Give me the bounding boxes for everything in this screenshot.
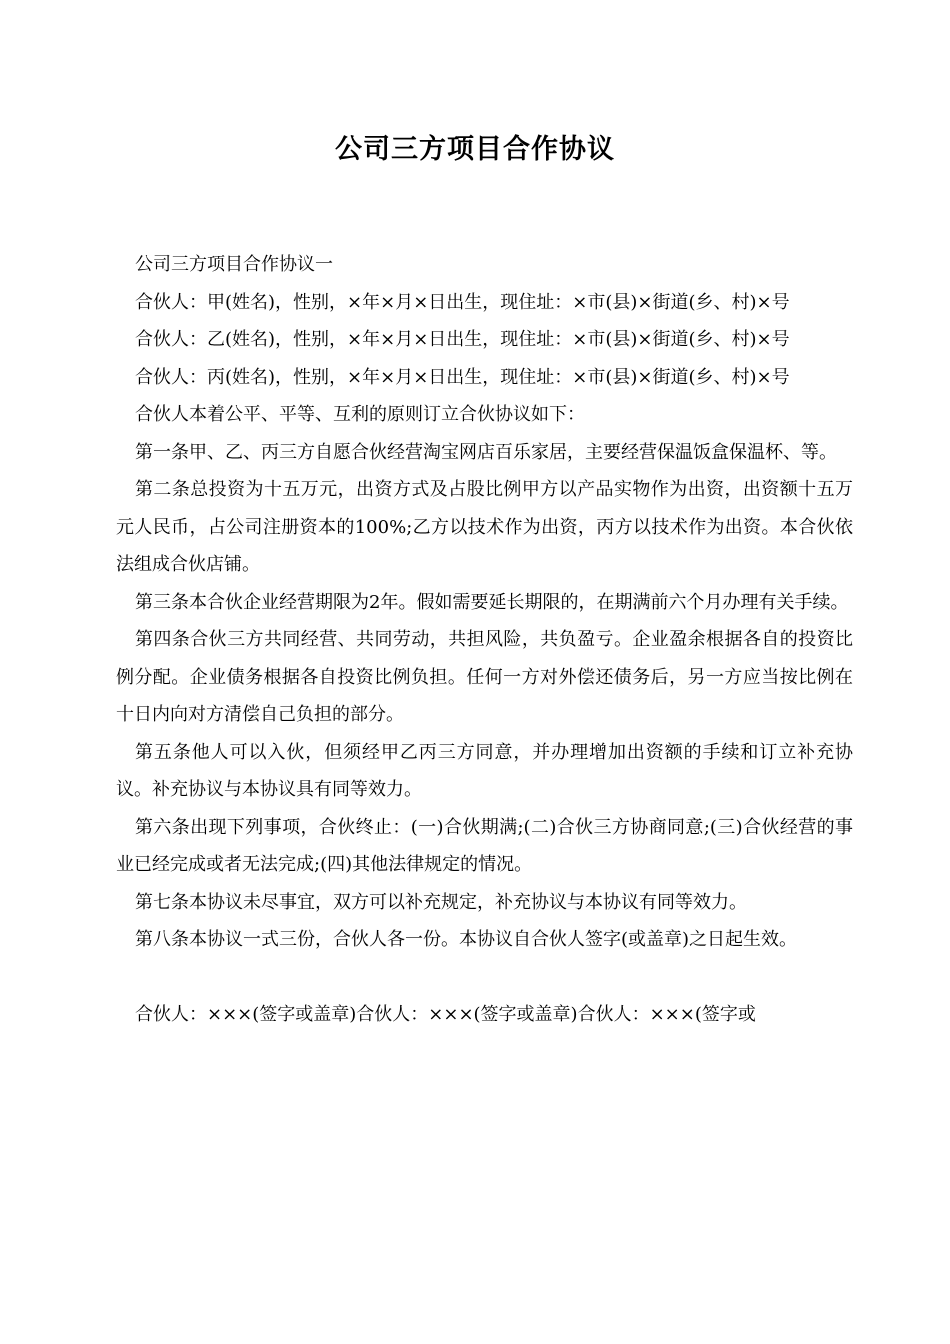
partner-c-paragraph: 合伙人：丙(姓名)，性别，×年×月×日出生，现住址：×市(县)×街道(乡、村)×号 — [135, 366, 790, 388]
article-3-paragraph: 第三条本合伙企业经营期限为2年。假如需要延长期限的，在期满前六个月办理有关手续。 — [135, 591, 849, 613]
preamble-paragraph: 合伙人本着公平、平等、互利的原则订立合伙协议如下： — [135, 404, 585, 425]
article-6-paragraph: 第六条出现下列事项，合伙终止：(一)合伙期满;(二)合伙三方协商同意;(三)合伙经营的事业已经完成或者无法完成;(四)其他法律规定的情况。 — [116, 816, 853, 875]
article-2-paragraph: 第二条总投资为十五万元，出资方式及占股比例甲方以产品实物作为出资，出资额十五万元人民币，占公司注册资本的100%;乙方以技术作为出资，丙方以技术作为出资。本合伙依法组成合伙店铺。 — [116, 479, 853, 575]
document-heading-paragraph: 公司三方项目合作协议一 — [135, 254, 333, 275]
partner-a-paragraph: 合伙人：甲(姓名)，性别，×年×月×日出生，现住址：×市(县)×街道(乡、村)×号 — [135, 291, 790, 313]
article-4-paragraph: 第四条合伙三方共同经营、共同劳动，共担风险，共负盈亏。企业盈余根据各自的投资比例分配。企业债务根据各自投资比例负担。任何一方对外偿还债务后，另一方应当按比例在十日内向对方清偿自己负担的部分。 — [116, 629, 853, 725]
document-body — [116, 246, 853, 1034]
article-7-paragraph: 第七条本协议未尽事宜，双方可以补充规定，补充协议与本协议有同等效力。 — [135, 891, 747, 913]
article-8-paragraph: 第八条本协议一式三份，合伙人各一份。本协议自合伙人签字(或盖章)之日起生效。 — [135, 929, 798, 950]
article-1-paragraph: 第一条甲、乙、丙三方自愿合伙经营淘宝网店百乐家居，主要经营保温饭盒保温杯、等。 — [135, 441, 837, 463]
article-5-paragraph: 第五条他人可以入伙，但须经甲乙丙三方同意，并办理增加出资额的手续和订立补充协议。补充协议与本协议具有同等效力。 — [116, 741, 853, 800]
document-title: 公司三方项目合作协议 — [335, 134, 615, 165]
partner-b-paragraph: 合伙人：乙(姓名)，性别，×年×月×日出生，现住址：×市(县)×街道(乡、村)×号 — [135, 329, 790, 350]
signature-line: 合伙人：×××(签字或盖章)合伙人：×××(签字或盖章)合伙人：×××(签字或 — [135, 1004, 756, 1025]
